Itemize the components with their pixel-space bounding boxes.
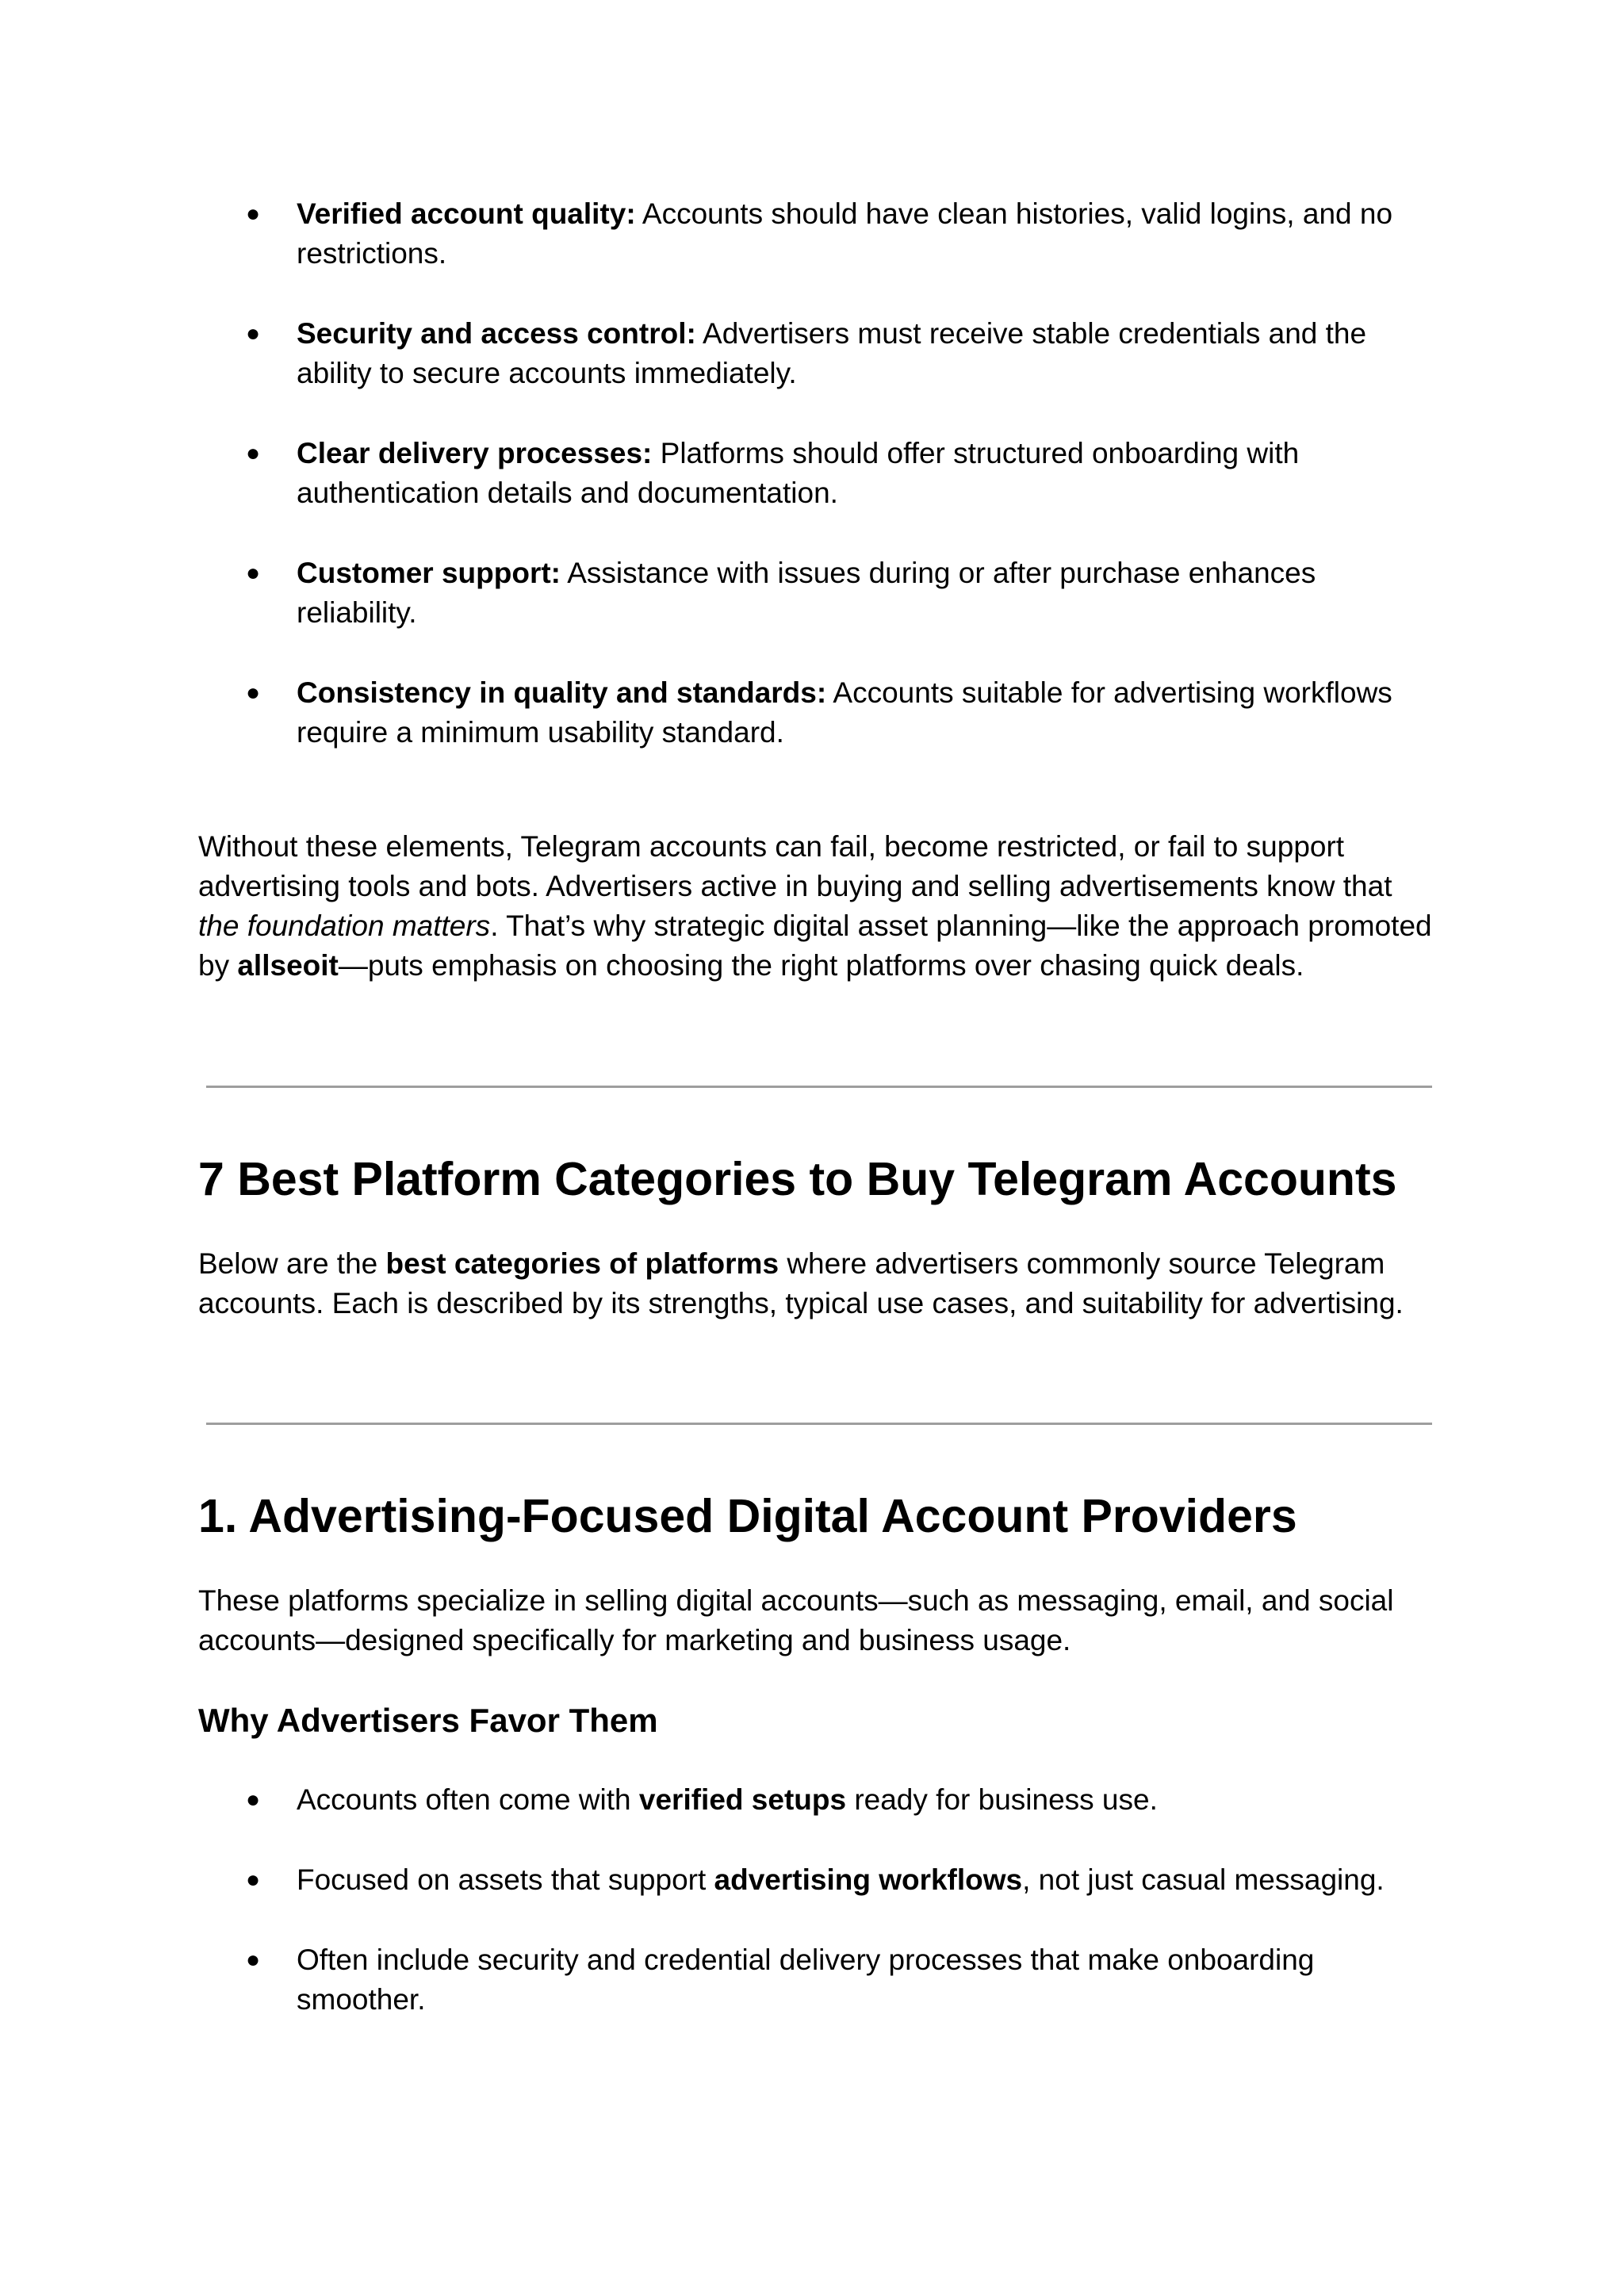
brand-name: allseoit [237, 949, 339, 982]
bullet-term: Clear delivery processes: [297, 437, 653, 469]
bullet-term: Verified account quality: [297, 197, 636, 230]
horizontal-divider [206, 1423, 1432, 1425]
list-item [198, 314, 1435, 393]
list-item [198, 673, 1435, 753]
category-subheading: Why Advertisers Favor Them [198, 1702, 658, 1739]
bullet-text: Accounts should have clean histories, valid logins, and no restrictions. [297, 197, 1393, 270]
bullet-icon: ● [246, 440, 261, 466]
bullet-term: Customer support: [297, 557, 561, 589]
bullet-text: Advertisers must receive stable credentials and the ability to secure accounts immediately. [297, 317, 1367, 389]
section-heading: 7 Best Platform Categories to Buy Telegram Accounts [198, 1153, 1397, 1205]
bullet-icon: ● [246, 1947, 261, 1973]
bullet-text: Assistance with issues during or after purchase enhances reliability. [297, 557, 1316, 629]
section-intro-paragraph: Below are the best categories of platforms where advertisers commonly source Telegram accounts. Each is described by its strengths, typical use cases, and suitability for advertising. [198, 1247, 1404, 1319]
list-item: ● Focused on assets that support advertising workflows, not just casual messaging. [198, 1860, 1435, 1900]
requirements-list [198, 194, 1435, 753]
foundation-paragraph: Without these elements, Telegram accounts can fail, become restricted, or fail to support advertising tools and bots. Advertisers active in buying and selling advertisements know that the foundation matters. That’s why strategic digital asset planning—like the approach promoted by allseoit—puts emphasis on choosing the right platforms over chasing quick deals. [198, 830, 1432, 982]
bullet-icon: ● [246, 1787, 261, 1813]
category-intro-paragraph: These platforms specialize in selling digital accounts—such as messaging, email, and social accounts—designed specifically for marketing and business usage. [198, 1584, 1394, 1656]
list-item [198, 194, 1435, 274]
bullet-icon: ● [246, 201, 261, 227]
bullet-text: Accounts suitable for advertising workflows require a minimum usability standard. [297, 676, 1392, 749]
bullet-icon: ● [246, 560, 261, 586]
bullet-icon: ● [246, 680, 261, 706]
list-item: ● Accounts often come with verified setups ready for business use. [198, 1780, 1435, 1820]
emphasis-text: the foundation matters [198, 910, 491, 942]
horizontal-divider [206, 1086, 1432, 1088]
bullet-icon: ● [246, 1867, 261, 1893]
list-item: ● Often include security and credential delivery processes that make onboarding smoother. [198, 1940, 1435, 2020]
bullet-icon: ● [246, 320, 261, 347]
bullet-term: Security and access control: [297, 317, 696, 350]
category-heading: 1. Advertising-Focused Digital Account Providers [198, 1490, 1297, 1542]
bullet-term: Consistency in quality and standards: [297, 676, 827, 709]
list-item [198, 553, 1435, 633]
benefits-list [198, 1780, 1435, 2020]
bullet-text: Platforms should offer structured onboarding with authentication details and documentation. [297, 437, 1300, 509]
list-item [198, 434, 1435, 513]
